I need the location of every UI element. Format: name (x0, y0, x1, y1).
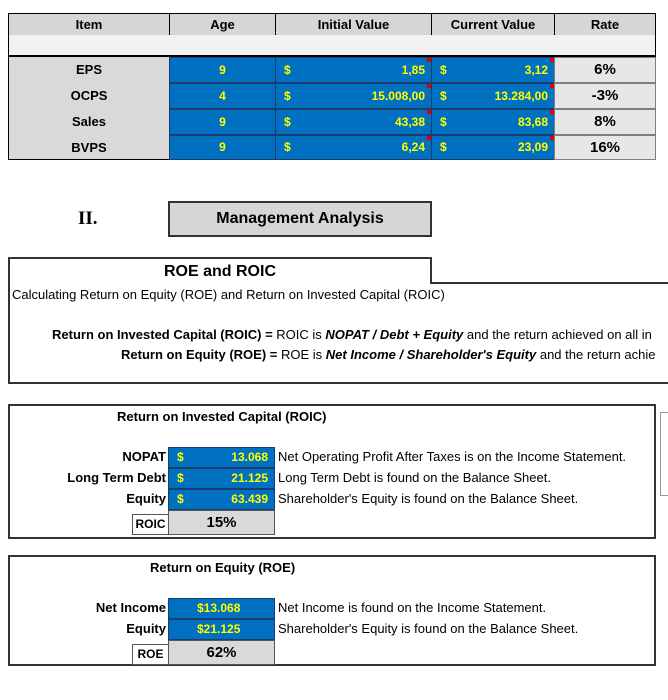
offscreen-comment-edge (660, 412, 668, 496)
rate-cell[interactable]: 6% (554, 57, 656, 83)
roe-roic-title: ROE and ROIC (8, 257, 432, 284)
current-value-cell[interactable] (431, 109, 555, 135)
rate-cell[interactable]: -3% (554, 83, 656, 109)
roic-formula: NOPAT / Debt + Equity (325, 327, 464, 342)
row-label-sales: Sales (72, 114, 106, 129)
roe-definition-label: Return on Equity (ROE) = (121, 347, 278, 362)
net-income-description: Net Income is found on the Income Statement. (278, 600, 547, 615)
currency-symbol: $ (177, 492, 184, 506)
long-term-debt-value-cell[interactable] (168, 468, 275, 489)
long-term-debt-description: Long Term Debt is found on the Balance Sheet. (278, 470, 551, 485)
header-initial-value: Initial Value (275, 13, 432, 36)
net-income-value[interactable]: $13.068 (168, 598, 275, 619)
current-value-cell[interactable] (431, 57, 555, 83)
currency-symbol: $ (440, 140, 447, 154)
intro-text: Calculating Return on Equity (ROE) and Return on Invested Capital (ROIC) (12, 287, 445, 302)
currency-symbol: $ (284, 140, 291, 154)
roe-result-value[interactable]: 62% (168, 640, 275, 665)
row-label-bvps: BVPS (71, 140, 107, 155)
currency-symbol: $ (284, 89, 291, 103)
row-label-eps: EPS (75, 62, 102, 77)
currency-symbol: $ (177, 471, 184, 485)
roe-definition-line (121, 347, 668, 362)
roic-definition-label: Return on Invested Capital (ROIC) = (52, 327, 273, 342)
initial-value: 6,24 (401, 140, 425, 154)
long-term-debt-value: 21.125 (231, 471, 268, 485)
initial-value: 15.008,00 (371, 89, 425, 103)
roe-equity-description: Shareholder's Equity is found on the Balance Sheet. (278, 621, 579, 636)
row-label-ocps: OCPS (70, 88, 108, 103)
currency-symbol: $ (440, 89, 447, 103)
roe-formula: Net Income / Shareholder's Equity (325, 347, 537, 362)
currency-symbol: $ (177, 450, 184, 464)
spacer-row (8, 35, 656, 56)
current-value-cell[interactable] (431, 83, 555, 109)
roic-result-label: ROIC (132, 514, 168, 535)
equity-description: Shareholder's Equity is found on the Balance Sheet. (278, 491, 579, 506)
currency-symbol: $ (440, 63, 447, 77)
initial-value-cell[interactable] (275, 83, 432, 109)
initial-value: 43,38 (394, 115, 425, 129)
initial-value-cell[interactable] (275, 57, 432, 83)
header-age: Age (169, 13, 276, 36)
net-income-label: Net Income (95, 600, 166, 615)
initial-value: 1,85 (401, 63, 425, 77)
equity-value-cell[interactable] (168, 489, 275, 510)
age-cell[interactable]: 9 (169, 57, 276, 83)
current-value: 13.284,00 (494, 89, 548, 103)
roe-equity-value[interactable]: $21.125 (168, 619, 275, 640)
roic-result-value[interactable]: 15% (168, 510, 275, 535)
current-value: 83,68 (517, 115, 548, 129)
age-cell[interactable]: 4 (169, 83, 276, 109)
roe-box-title: Return on Equity (ROE) (150, 560, 296, 575)
roic-box-title: Return on Invested Capital (ROIC) (117, 409, 327, 424)
initial-value-cell[interactable] (275, 109, 432, 135)
roe-definition-post: and the return achie (539, 347, 656, 362)
current-value: 3,12 (524, 63, 548, 77)
current-value-cell[interactable] (431, 135, 555, 160)
currency-symbol: $ (284, 63, 291, 77)
current-value: 23,09 (517, 140, 548, 154)
nopat-value: 13.068 (231, 450, 268, 464)
roe-result-label: ROE (132, 644, 168, 665)
nopat-value-cell[interactable] (168, 447, 275, 468)
header-rate: Rate (554, 13, 656, 36)
roic-definition-post: and the return achieved on all in (466, 327, 652, 342)
header-current-value: Current Value (431, 13, 555, 36)
roic-definition-pre: ROIC is (276, 327, 322, 342)
rate-cell[interactable]: 8% (554, 109, 656, 135)
age-cell[interactable]: 9 (169, 135, 276, 160)
equity-label: Equity (126, 491, 166, 506)
header-item: Item (8, 13, 170, 36)
roic-definition-line (52, 327, 668, 342)
nopat-label: NOPAT (122, 449, 166, 464)
rate-cell[interactable]: 16% (554, 135, 656, 160)
initial-value-cell[interactable] (275, 135, 432, 160)
nopat-description: Net Operating Profit After Taxes is on the Income Statement. (278, 449, 627, 464)
currency-symbol: $ (440, 115, 447, 129)
currency-symbol: $ (284, 115, 291, 129)
roe-equity-label: Equity (126, 621, 166, 636)
section-title: Management Analysis (168, 201, 432, 237)
roe-definition-pre: ROE is (281, 347, 323, 362)
section-numeral: II. (78, 208, 98, 229)
equity-value: 63.439 (231, 492, 268, 506)
age-cell[interactable]: 9 (169, 109, 276, 135)
long-term-debt-label: Long Term Debt (67, 470, 166, 485)
